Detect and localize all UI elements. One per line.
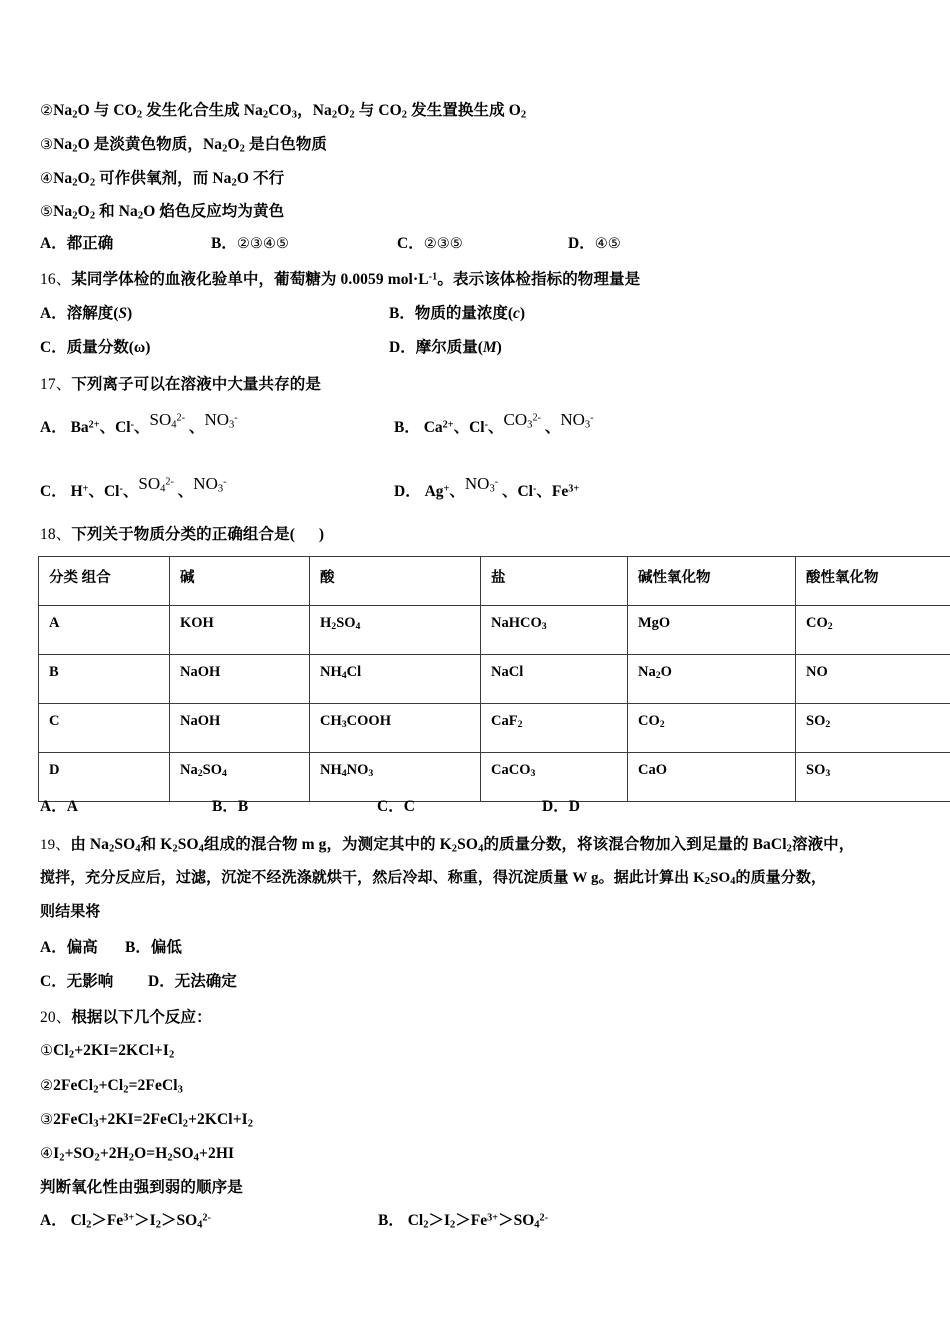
q18-option-b-label: B． [212,798,238,815]
q20-reaction-4: $④I_2+SO_2+2H_2O=H_2SO_4+2HI$ [40,1145,235,1164]
q20-reaction-3: $③2FeCl_3+2KI=2FeCl_2+2KCl+I_2$ [40,1111,254,1130]
q17-option-c-label: C． [40,483,67,500]
q19-option-c-text: 无影响 [66,973,114,990]
q15-statement-5: $⑤Na_2O_2$ 和 $Na_2O$ 焰色反应均为黄色 [40,203,285,222]
q17-option-a[interactable] [40,410,238,436]
q20-reaction-2: $②2FeCl_2+Cl_2=2FeCl_3$ [40,1077,184,1096]
cell-d-0: D [39,753,170,802]
q18-option-d-text: D [568,798,580,815]
q19-number: 19、 [40,837,71,853]
q19-option-b-label: B． [125,939,151,956]
cell-c-1: NaOH [170,704,310,753]
q16-option-d-label: D． [389,339,416,356]
q17-option-a-label: A． [40,419,67,436]
q20-option-a-label: A． [40,1212,67,1229]
q20-option-b[interactable] [378,1213,548,1229]
q17-option-c-text: H+、Cl-、$SO_4^{2-}$ 、$NO_3^-$ [66,474,227,500]
q17-option-d-text: Ag+、$NO_3^-$ 、Cl-、$Fe^{3+}$ [420,474,580,500]
q19-option-a-label: A． [40,939,67,956]
q17-option-a-text: $Ba^{2+}$、Cl-、$SO_4^{2-}$ 、$NO_3^-$ [66,410,238,436]
q20-option-a[interactable] [40,1213,211,1229]
q20-stem-text: 根据以下几个反应： [71,1009,212,1026]
q16-option-d[interactable] [389,340,502,356]
q15-option-d-label: D． [568,235,595,252]
q15-option-b-label: B． [211,235,237,252]
q15-option-a[interactable] [40,236,113,252]
cell-a-0: A [39,606,170,655]
q15-statement-2: $②Na_2O$ 与 $CO_2$ 发生化合生成 $Na_2CO_3$，$Na_2O_2$ 与 $CO_2$ 发生置换生成 $O_2$ [40,102,527,121]
cell-d-5: $SO_3$ [796,753,950,802]
cell-d-3: CaCO$_3$ [481,753,628,802]
cell-b-5: NO [796,655,950,704]
cell-c-0: C [39,704,170,753]
q16-stem: 16、某同学体检的血液化验单中，葡萄糖为 0.0059 $mol\cdot L^{-1}$。表示该体检指标的物理量是 [40,271,641,288]
q16-option-d-text: 摩尔质量(M) [415,339,502,356]
q19-stem-line-2: 搅拌，充分反应后，过滤，沉淀不经洗涤就烘干，然后冷却、称重，得沉淀质量 W g。据此计算出 $K_2SO_4$的质量分数， [40,870,827,888]
q16-option-b-text: 物质的量浓度(c) [414,305,526,322]
q15-option-c-text: ②③⑤ [423,236,463,252]
table-header-base: 碱 [170,557,310,606]
q18-number: 18、 [40,526,72,543]
q16-option-a[interactable] [40,306,132,322]
q15-option-d[interactable] [568,236,621,252]
q20-number: 20、 [40,1009,72,1026]
q20-sub-stem: 判断氧化性由强到弱的顺序是 [40,1179,243,1196]
q18-option-d-label: D． [542,798,569,815]
q19-option-b[interactable] [125,940,182,956]
q20-option-a-text: $Cl_2>Fe^{3+}>I_2>SO_4^{2-}$ [66,1212,211,1231]
q18-stem-text: 下列关于物质分类的正确组合是( ) [71,526,325,543]
q18-option-b-text: B [237,798,249,815]
cell-c-4: $CO_2$ [628,704,796,753]
q20-option-b-label: B． [378,1212,404,1229]
q17-option-d[interactable] [394,474,580,500]
q18-option-a[interactable] [40,799,78,815]
cell-b-1: NaOH [170,655,310,704]
cell-a-5: $CO_2$ [796,606,950,655]
cell-b-3: NaCl [481,655,628,704]
q16-option-b[interactable] [389,306,525,322]
table-header-category: 分类 组合 [39,557,170,606]
q19-option-c[interactable] [40,974,113,990]
q15-statement-4: $④Na_2O_2$ 可作供氧剂，而 $Na_2O$ 不行 [40,170,285,189]
q19-option-a-text: 偏高 [66,939,98,956]
q17-stem-text: 下列离子可以在溶液中大量共存的是 [71,376,321,393]
table-header-basic-oxide: 碱性氧化物 [628,557,796,606]
cell-c-5: $SO_2$ [796,704,950,753]
q19-option-c-label: C． [40,973,67,990]
q19-option-d-label: D． [148,973,175,990]
table-row [39,753,950,802]
q15-statement-3: $③Na_2O$ 是淡黄色物质，$Na_2O_2$ 是白色物质 [40,136,328,155]
cell-c-2: $CH_3COOH$ [310,704,481,753]
q15-option-a-label: A． [40,235,67,252]
cell-d-4: CaO [628,753,796,802]
q18-option-c-label: C． [377,798,404,815]
cell-a-1: KOH [170,606,310,655]
q18-option-b[interactable] [212,799,248,815]
q17-option-c[interactable] [40,474,227,500]
cell-c-3: CaF$_2$ [481,704,628,753]
q19-stem-line-1: 19、由 $Na_2SO_4$和 $K_2SO_4$组成的混合物 m g，为测定其中的 $K_2SO_4$的质量分数，将该混合物加入到足量的 BaCl$_2$溶液中， [40,836,855,855]
q15-option-c-label: C． [397,235,424,252]
q19-option-d-text: 无法确定 [174,973,237,990]
q16-option-a-label: A． [40,305,67,322]
q19-stem-line-3: 则结果将 [40,904,101,920]
q17-option-b-label: B． [394,419,420,436]
q17-stem [40,377,321,393]
q15-option-c[interactable] [397,236,463,252]
q16-option-c-text: 质量分数(ω) [66,339,151,356]
q20-stem [40,1010,212,1026]
q20-option-b-text: $Cl_2>I_2>Fe^{3+}>SO_4^{2-}$ [403,1212,549,1231]
q19-option-a[interactable] [40,940,98,956]
q16-option-c[interactable] [40,340,150,356]
q18-stem [40,527,324,543]
cell-b-0: B [39,655,170,704]
q15-option-d-text: ④⑤ [594,236,621,252]
q18-option-a-text: A [66,798,78,815]
q15-option-a-text: 都正确 [66,235,114,252]
q18-option-c-text: C [403,798,415,815]
cell-d-2: $NH_4NO_3$ [310,753,481,802]
table-row [39,655,950,704]
cell-a-2: $H_2SO_4$ [310,606,481,655]
q16-option-b-label: B． [389,305,415,322]
table-row [39,606,950,655]
q15-option-b[interactable] [211,236,289,252]
q16-option-c-label: C． [40,339,67,356]
q17-number: 17、 [40,376,72,393]
cell-a-4: MgO [628,606,796,655]
table-header-acidic-oxide: 酸性氧化物 [796,557,950,606]
q18-option-a-label: A． [40,798,67,815]
q18-option-d[interactable] [542,799,580,815]
q16-number: 16、 [40,271,72,288]
q17-option-b-text: $Ca^{2+}$、Cl-、$CO_3^{2-}$ 、$NO_3^-$ [419,410,594,436]
q17-option-d-label: D． [394,483,421,500]
table-row [39,704,950,753]
q19-option-b-text: 偏低 [150,939,182,956]
q20-reaction-1: $①Cl_2+2KI=2KCl+I_2$ [40,1042,175,1061]
classification-table [38,556,950,802]
cell-b-2: $NH_4Cl$ [310,655,481,704]
cell-d-1: $Na_2SO_4$ [170,753,310,802]
table-header-salt: 盐 [481,557,628,606]
q17-option-b[interactable] [394,410,594,436]
cell-b-4: $Na_2O$ [628,655,796,704]
q15-option-b-text: ②③④⑤ [236,236,289,252]
q16-option-a-text: 溶解度(S) [66,305,133,322]
table-header-row [39,557,950,606]
table-header-acid: 酸 [310,557,481,606]
cell-a-3: NaHCO$_3$ [481,606,628,655]
q19-option-d[interactable] [148,974,237,990]
q18-option-c[interactable] [377,799,415,815]
